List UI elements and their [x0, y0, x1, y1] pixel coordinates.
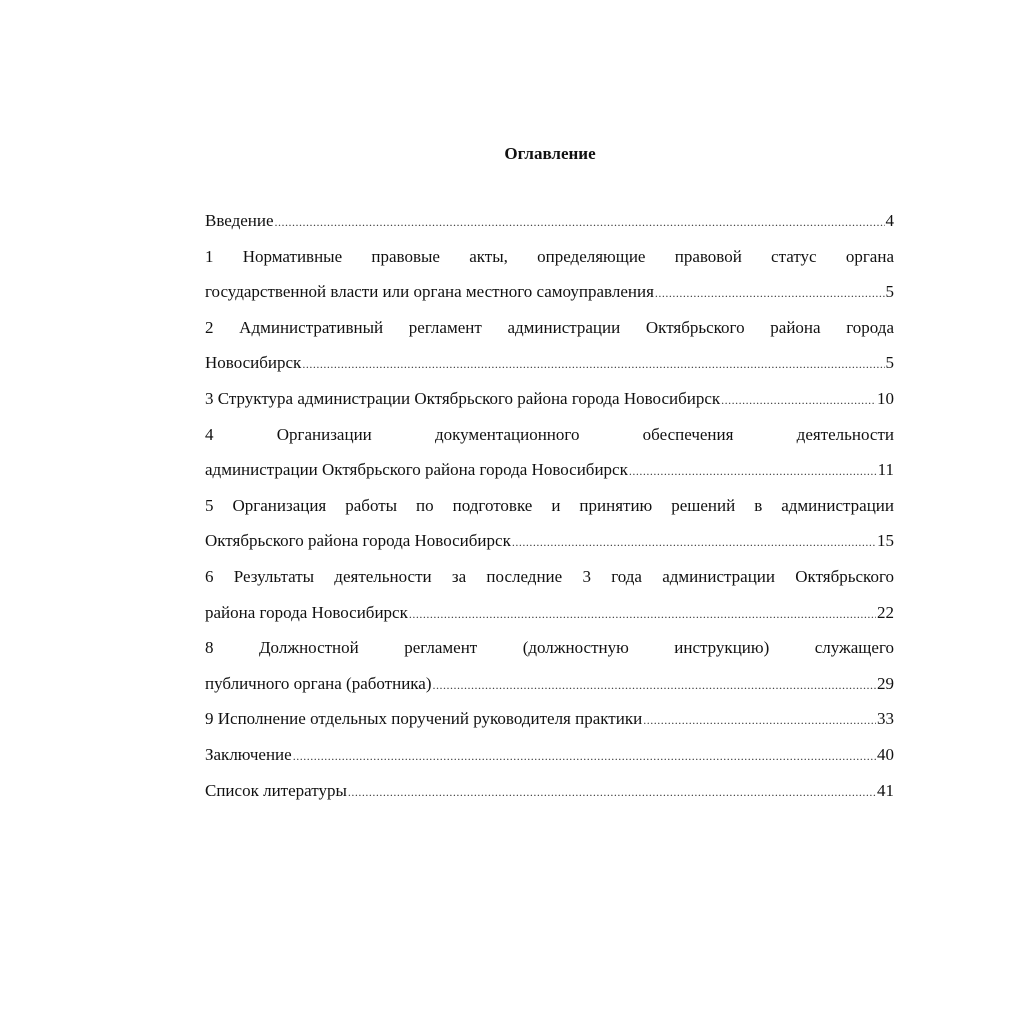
toc-entry-label: государственной власти или органа местного самоуправления	[205, 282, 654, 302]
toc-entry-1[interactable]	[205, 239, 894, 310]
toc-entry-label: 9 Исполнение отдельных поручений руководителя практики	[205, 709, 643, 729]
toc-entry-label: 3 Структура администрации Октябрьского района города Новосибирск	[205, 388, 721, 408]
toc-entry-label-line: 5 Организация работы по подготовке и принятию решений в администрации	[205, 495, 894, 515]
dot-leader	[655, 276, 885, 312]
dot-leader	[433, 668, 876, 704]
toc-entry-8[interactable]	[205, 630, 894, 701]
toc-entry-conclusion[interactable]	[205, 737, 894, 773]
toc-page-number: 33	[877, 709, 894, 729]
toc-entry-4[interactable]	[205, 417, 894, 488]
dot-leader	[409, 597, 876, 633]
dot-leader	[275, 205, 885, 241]
toc-page-number: 10	[877, 388, 894, 408]
toc-entry-label-line: 8 Должностной регламент (должностную инструкцию) служащего	[205, 638, 894, 658]
dot-leader	[302, 347, 884, 383]
toc-entry-label-line: 4 Организации документационного обеспечения деятельности	[205, 424, 894, 444]
toc-entry-label: Список литературы	[205, 780, 347, 800]
toc-entry-label: Октябрьского района города Новосибирск	[205, 531, 511, 551]
dot-leader	[512, 525, 876, 561]
toc-entry-6[interactable]	[205, 559, 894, 630]
toc-entry-label: публичного органа (работника)	[205, 673, 432, 693]
toc-entry-label: Новосибирск	[205, 353, 302, 373]
toc-page-number: 22	[877, 602, 894, 622]
toc-entry-bibliography[interactable]	[205, 773, 894, 809]
toc-page-number: 5	[885, 282, 894, 302]
toc-entry-label: Введение	[205, 211, 274, 230]
toc-page-number: 29	[877, 673, 894, 693]
toc-page-number: 11	[877, 460, 894, 480]
toc-entry-label-line: 6 Результаты деятельности за последние 3 года администрации Октябрьского	[205, 566, 894, 586]
toc-page-number: 40	[877, 744, 894, 764]
toc-entry-label: района города Новосибирск	[205, 602, 408, 622]
toc-page-number: 4	[885, 211, 894, 230]
page-title: Оглавление	[504, 144, 596, 163]
toc-page-number: 5	[885, 353, 894, 373]
dot-leader	[629, 454, 877, 490]
dot-leader	[643, 703, 876, 739]
toc-page-number: 41	[877, 780, 894, 800]
toc-entry-label-line: 1 Нормативные правовые акты, определяющие правовой статус органа	[205, 246, 894, 266]
table-of-contents	[205, 203, 894, 808]
toc-entry-9[interactable]	[205, 701, 894, 737]
dot-leader	[348, 775, 876, 811]
toc-entry-3[interactable]	[205, 381, 894, 417]
toc-entry-label-line: 2 Административный регламент администрации Октябрьского района города	[205, 317, 894, 337]
dot-leader	[293, 739, 876, 775]
dot-leader	[721, 383, 876, 419]
toc-page-number: 15	[877, 531, 894, 551]
toc-entry-label: администрации Октябрьского района города Новосибирск	[205, 460, 628, 480]
toc-entry-2[interactable]	[205, 310, 894, 381]
toc-entry-label: Заключение	[205, 744, 292, 764]
toc-entry-5[interactable]	[205, 488, 894, 559]
toc-entry-introduction[interactable]	[205, 203, 894, 239]
